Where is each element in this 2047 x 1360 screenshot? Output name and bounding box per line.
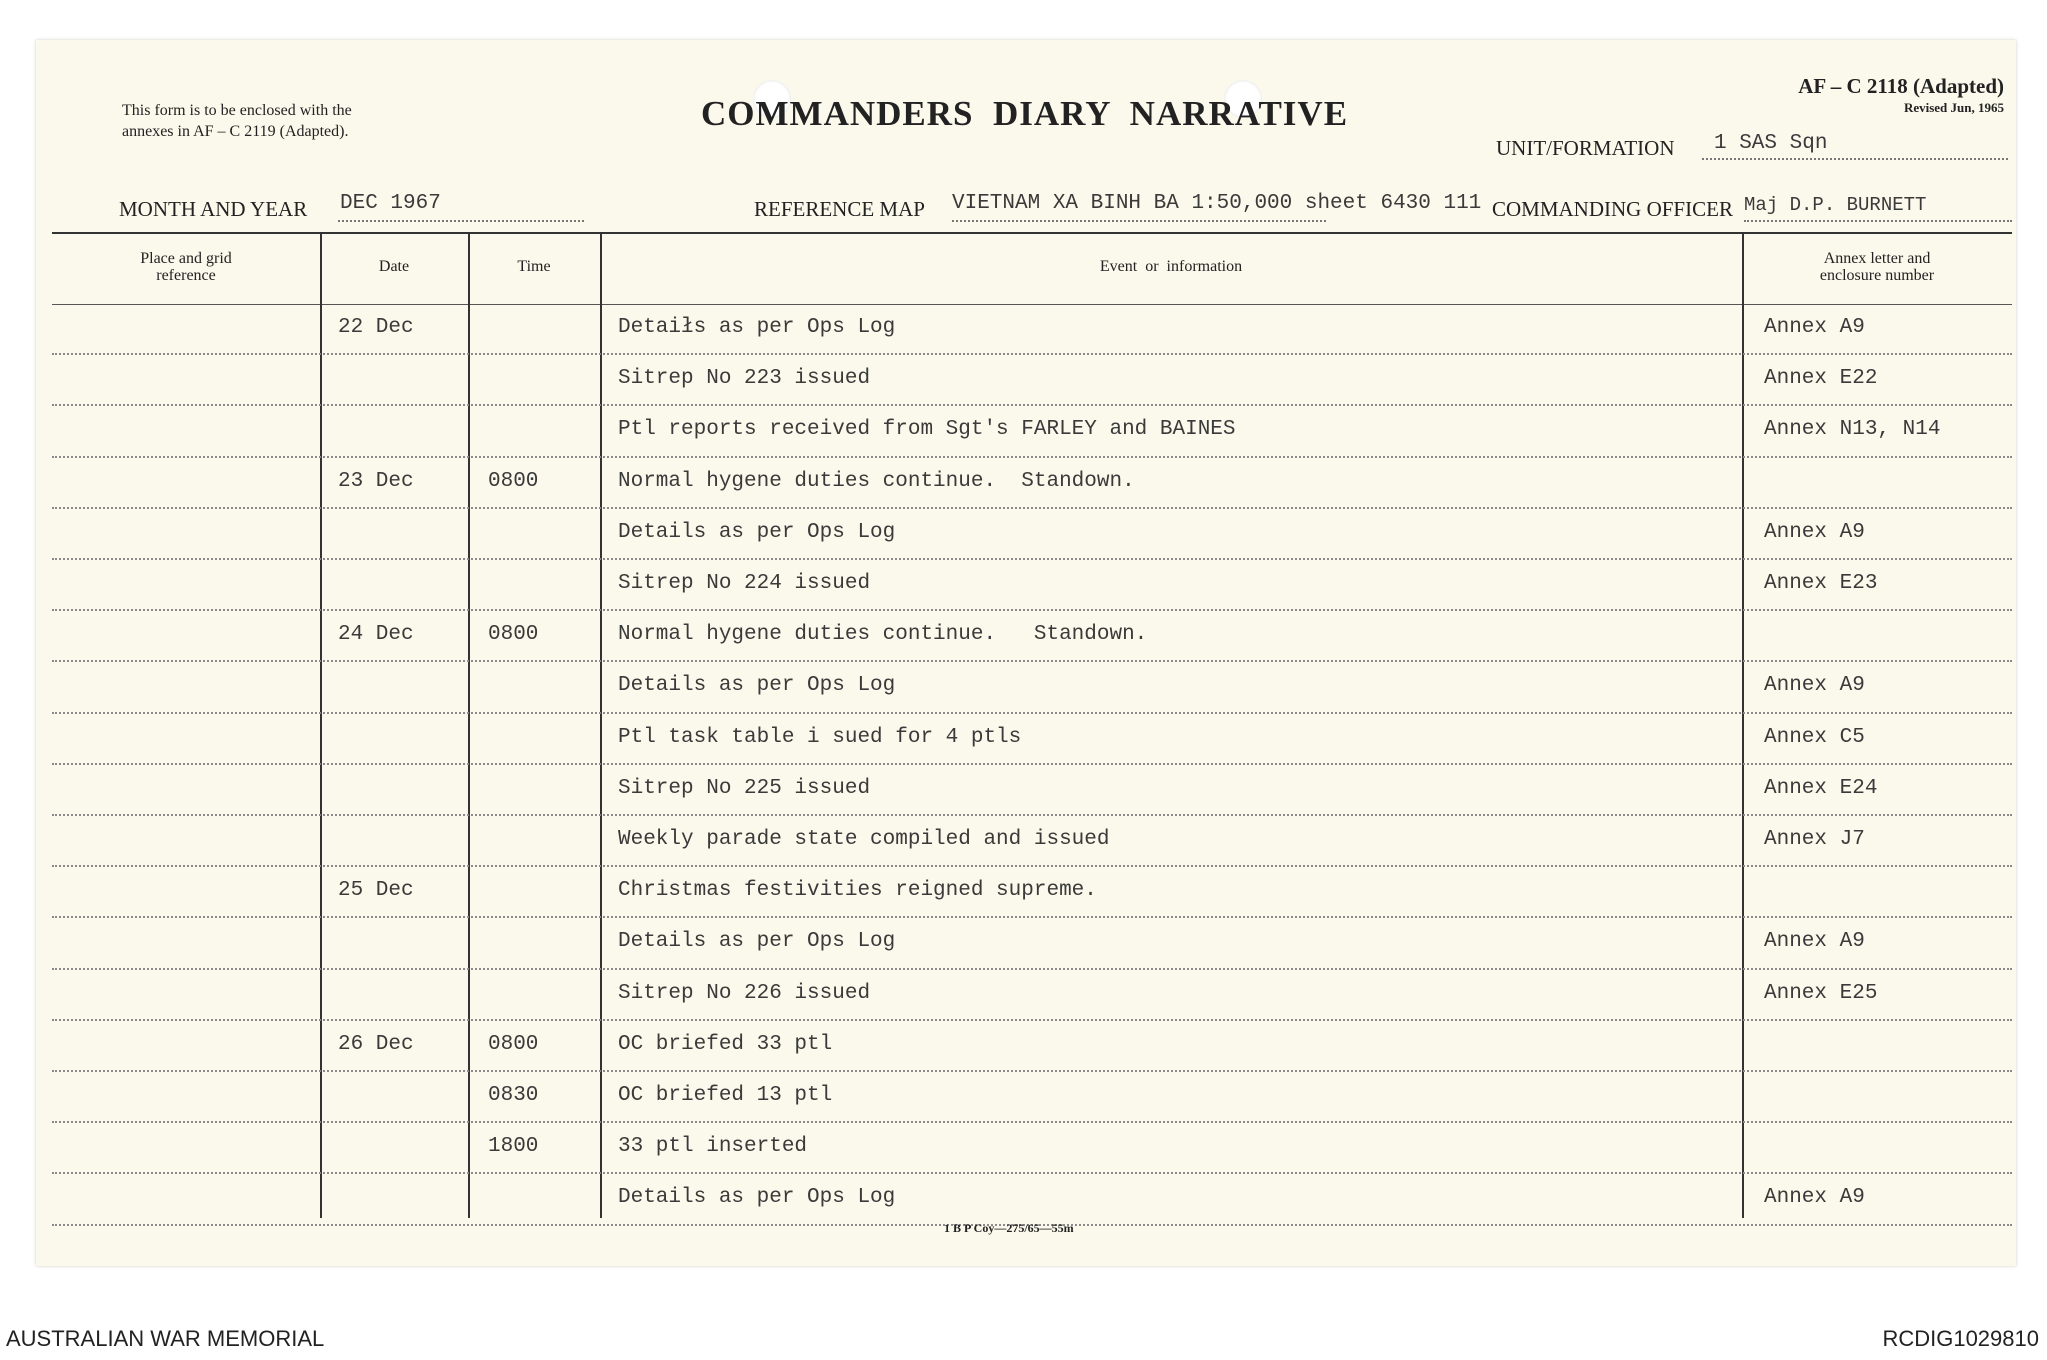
col-header-event: Event or information [1099, 258, 1243, 275]
commanding-officer-line [1744, 220, 2012, 222]
row-date: 24 Dec [338, 623, 414, 647]
col-header-place [52, 250, 320, 284]
col-header-place-line-1: Place and grid [140, 250, 232, 267]
month-year-line [338, 220, 584, 222]
row-divider [52, 353, 2012, 355]
row-divider [52, 660, 2012, 662]
row-event: Details as per Ops Log [618, 674, 896, 698]
row-annex: Annex A9 [1764, 930, 1865, 954]
col-header-place-line-2: reference [156, 267, 216, 284]
row-annex: Annex N13, N14 [1764, 418, 1941, 442]
footer-record-id: RCDIG1029810 [1882, 1326, 2039, 1351]
unit-formation-line [1702, 158, 2008, 160]
row-time: 0800 [488, 469, 539, 493]
row-annex: Annex E23 [1764, 572, 1878, 595]
row-divider [52, 916, 2012, 918]
commanding-officer-value: Maj D.P. BURNETT [1744, 194, 1927, 216]
row-divider [52, 814, 2012, 816]
row-time: 0800 [488, 1032, 539, 1056]
row-event: OC briefed 33 ptl [618, 1032, 833, 1056]
row-event: Sitrep No 225 issued [618, 776, 871, 800]
commanding-officer-label: COMMANDING OFFICER [1492, 197, 1733, 221]
month-year-label: MONTH AND YEAR [119, 197, 308, 221]
row-annex: Annex A9 [1764, 1186, 1865, 1210]
diary-form-sheet [36, 40, 2016, 1266]
row-annex: Annex E24 [1764, 776, 1878, 800]
row-annex: Annex C5 [1764, 725, 1865, 749]
month-year-value: DEC 1967 [340, 192, 441, 215]
form-title: COMMANDERS DIARY NARRATIVE [701, 94, 1349, 133]
row-divider [52, 1172, 2012, 1174]
print-code: 1 B P Coy—275/65—55m [944, 1221, 1074, 1235]
row-divider [52, 456, 2012, 458]
row-divider [52, 968, 2012, 970]
row-event: Sitrep No 226 issued [618, 981, 871, 1005]
row-divider [52, 1070, 2012, 1072]
row-annex: Annex A9 [1764, 316, 1865, 339]
enclosure-note-line-2: annexes in AF – C 2119 (Adapted). [122, 123, 349, 140]
col-header-time: Time [517, 258, 551, 275]
row-divider [52, 404, 2012, 406]
reference-map-line [952, 220, 1326, 222]
row-time: 1800 [488, 1135, 539, 1159]
row-annex: Annex A9 [1764, 674, 1865, 698]
row-event: Sitrep No 223 issued [618, 367, 871, 391]
row-annex: Annex A9 [1764, 520, 1865, 544]
col-header-annex [1742, 250, 2012, 284]
row-event: Christmas festivities reigned supreme. [618, 879, 1097, 903]
row-event: Ptl task table i sued for 4 ptls [618, 725, 1022, 749]
reference-map-label: REFERENCE MAP [754, 197, 925, 221]
row-annex: Annex E22 [1764, 367, 1878, 391]
row-event: Details as per Ops Log [618, 1186, 896, 1210]
form-code: AF – C 2118 (Adapted) [1798, 74, 2004, 98]
reference-map-value: VIETNAM XA BINH BA 1:50,000 sheet 6430 111 [952, 192, 1482, 215]
enclosure-note-line-1: This form is to be enclosed with the [122, 102, 352, 119]
unit-formation-label: UNIT/FORMATION [1496, 136, 1675, 160]
row-divider [52, 865, 2012, 867]
col-header-annex-line-1: Annex letter and [1823, 250, 1931, 267]
row-event: Details as per Ops Log [618, 520, 896, 544]
row-divider [52, 712, 2012, 714]
row-divider [52, 763, 2012, 765]
row-divider [52, 1121, 2012, 1123]
row-divider [52, 558, 2012, 560]
row-annex: Annex E25 [1764, 981, 1878, 1005]
row-event: Normal hygene duties continue. Standown. [618, 623, 1148, 647]
row-event: Ptl reports received from Sgt's FARLEY and BAINES [618, 418, 1236, 442]
row-divider [52, 507, 2012, 509]
row-time: 0830 [488, 1084, 539, 1107]
row-time: 0800 [488, 623, 539, 647]
col-header-annex-line-2: enclosure number [1819, 267, 1935, 284]
footer-institution: AUSTRALIAN WAR MEMORIAL [6, 1326, 325, 1351]
table-top-rule [52, 232, 2012, 234]
row-event: OC briefed 13 ptl [618, 1084, 833, 1107]
row-annex: Annex J7 [1764, 828, 1865, 851]
row-event: Sitrep No 224 issued [618, 572, 871, 595]
row-event: Detaiłs as per Ops Log [618, 316, 896, 339]
row-divider [52, 609, 2012, 611]
row-event: Weekly parade state compiled and issued [618, 828, 1110, 851]
enclosure-note [122, 100, 352, 142]
table-header-rule [52, 304, 2012, 305]
row-date: 22 Dec [338, 316, 414, 339]
revised-date: Revised Jun, 1965 [1903, 100, 2004, 115]
row-divider [52, 1019, 2012, 1021]
row-date: 25 Dec [338, 879, 414, 903]
unit-formation-value: 1 SAS Sqn [1714, 132, 1828, 155]
row-date: 26 Dec [338, 1032, 414, 1056]
row-event: Normal hygene duties continue. Standown. [618, 469, 1135, 493]
row-event: Details as per Ops Log [618, 930, 896, 954]
row-event: 33 ptl inserted [618, 1135, 808, 1159]
col-header-date: Date [378, 258, 410, 275]
row-date: 23 Dec [338, 469, 414, 493]
